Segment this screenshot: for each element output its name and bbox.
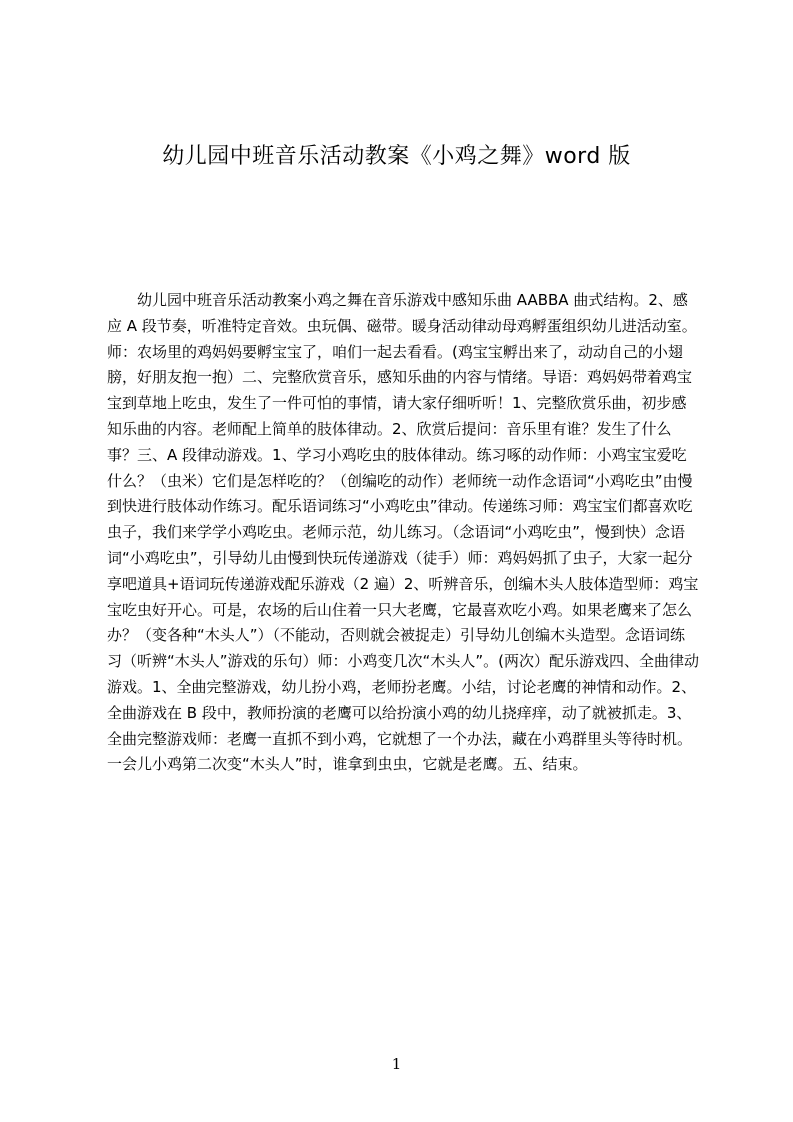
body-paragraph: 幼儿园中班音乐活动教案小鸡之舞在音乐游戏中感知乐曲 AABBA 曲式结构。2、感应 A 段节奏，听准特定音效。虫玩偶、磁带。暖身活动律动母鸡孵蛋组织幼儿进活动室。师：农场里的鸡妈妈要孵宝宝了，咱们一起去看看。(鸡宝宝孵出来了，动动自己的小翅膀，好朋友抱一抱）二、完整欣赏音乐，感知乐曲的内容与情绪。导语：鸡妈妈带着鸡宝宝到草地上吃虫，发生了一件可怕的事情，请大家仔细听听！1、完整欣赏乐曲，初步感知乐曲的内容。老师配上简单的肢体律动。2、欣赏后提问：音乐里有谁？发生了什么事？三、A 段律动游戏。1、学习小鸡吃虫的肢体律动。练习啄的动作师：小鸡宝宝爱吃什么？（虫米）它们是怎样吃的？（创编吃的动作）老师统一动作念语词“小鸡吃虫”由慢到快进行肢体动作练习。配乐语词练习“小鸡吃虫”律动。传递练习师：鸡宝宝们都喜欢吃虫子，我们来学学小鸡吃虫。老师示范，幼儿练习。（念语词“小鸡吃虫”，慢到快）念语词“小鸡吃虫”，引导幼儿由慢到快玩传递游戏（徒手）师：鸡妈妈抓了虫子，大家一起分享吧道具+语词玩传递游戏配乐游戏（2 遍）2、听辨音乐，创编木头人肢体造型师：鸡宝宝吃虫好开心。可是，农场的后山住着一只大老鹰，它最喜欢吃小鸡。如果老鹰来了怎么办？（变各种“木头人”）（不能动，否则就会被捉走）引导幼儿创编木头造型。念语词练习（听辨“木头人”游戏的乐句）师：小鸡变几次“木头人”。(两次）配乐游戏四、全曲律动游戏。1、全曲完整游戏，幼儿扮小鸡，老师扮老鹰。小结，讨论老鹰的神情和动作。2、全曲游戏在 B 段中，教师扮演的老鹰可以给扮演小鸡的幼儿挠痒痒，动了就被抓走。3、全曲完整游戏师：老鹰一直抓不到小鸡，它就想了一个办法，藏在小鸡群里头等待时机。一会儿小鸡第二次变“木头人”时，谁拿到虫虫，它就是老鹰。五、结束。 (107, 291, 699, 774)
page-number: 1 (391, 1055, 402, 1073)
page-title: 幼儿园中班音乐活动教案《小鸡之舞》word 版 (162, 144, 631, 169)
